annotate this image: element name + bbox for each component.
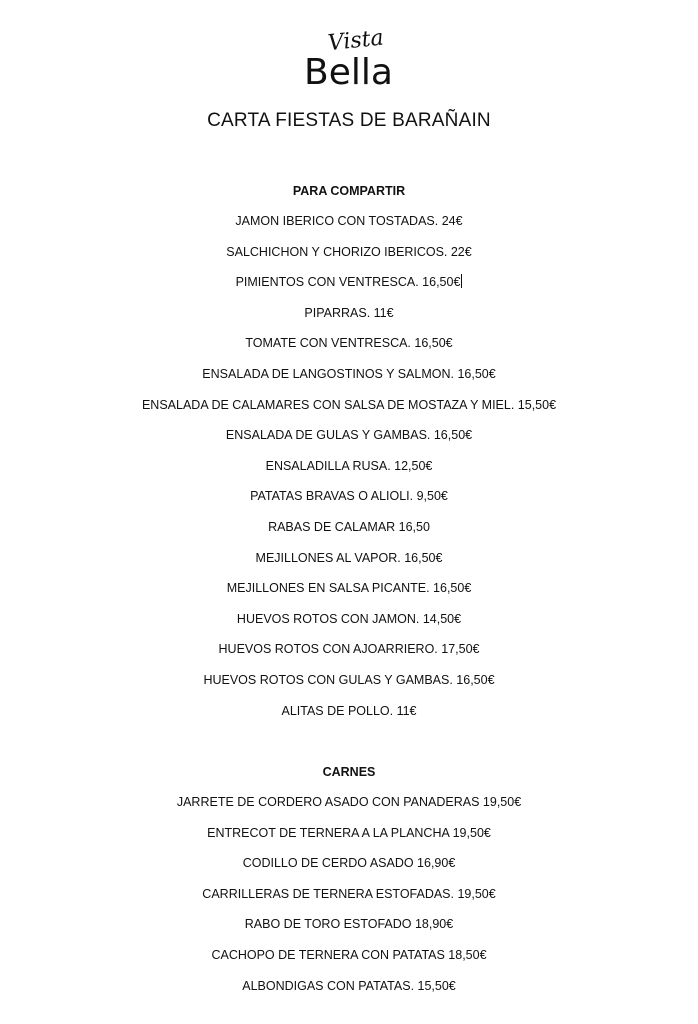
menu-item: ALITAS DE POLLO. 11€ xyxy=(281,703,417,718)
menu-item: JAMON IBERICO CON TOSTADAS. 24€ xyxy=(235,214,463,228)
section-heading: PARA COMPARTIR xyxy=(292,184,406,198)
menu-item: CARRILLERAS DE TERNERA ESTOFADAS. 19,50€ xyxy=(202,886,496,901)
menu-item: ENTRECOT DE TERNERA A LA PLANCHA 19,50€ xyxy=(207,825,491,840)
menu-list xyxy=(0,787,698,1001)
menu-item: SALCHICHON Y CHORIZO IBERICOS. 22€ xyxy=(226,244,472,259)
menu-item: TOMATE CON VENTRESCA. 16,50€ xyxy=(245,336,453,351)
logo-main-text: Bella xyxy=(304,52,393,90)
menu-item: JARRETE DE CORDERO ASADO CON PANADERAS 19,50€ xyxy=(176,795,522,809)
menu-item: ENSALADA DE LANGOSTINOS Y SALMON. 16,50€ xyxy=(202,366,496,381)
menu-item: ENSALADILLA RUSA. 12,50€ xyxy=(265,458,433,473)
menu-item-text: PIMIENTOS CON VENTRESCA. 16,50€ xyxy=(235,275,461,290)
menu-item: HUEVOS ROTOS CON JAMON. 14,50€ xyxy=(236,611,462,626)
menu-item xyxy=(0,267,698,298)
menu-item: MEJILLONES AL VAPOR. 16,50€ xyxy=(255,550,443,565)
menu-item: RABO DE TORO ESTOFADO 18,90€ xyxy=(244,917,454,932)
section-heading: CARNES xyxy=(322,765,376,779)
menu-item: HUEVOS ROTOS CON GULAS Y GAMBAS. 16,50€ xyxy=(203,672,495,687)
section-para-compartir xyxy=(0,176,698,726)
logo-script-text: Vista xyxy=(326,25,385,57)
menu-item: MEJILLONES EN SALSA PICANTE. 16,50€ xyxy=(226,581,472,596)
menu-item: HUEVOS ROTOS CON AJOARRIERO. 17,50€ xyxy=(218,642,480,657)
menu-item: CACHOPO DE TERNERA CON PATATAS 18,50€ xyxy=(211,947,487,962)
menu-item: RABAS DE CALAMAR 16,50 xyxy=(268,519,430,534)
menu-item: PATATAS BRAVAS O ALIOLI. 9,50€ xyxy=(250,489,448,504)
menu-list xyxy=(0,206,698,726)
menu-item: ENSALADA DE CALAMARES CON SALSA DE MOSTAZA Y MIEL. 15,50€ xyxy=(141,397,557,412)
page-title: CARTA FIESTAS DE BARAÑAIN xyxy=(207,110,491,131)
text-cursor xyxy=(461,274,462,288)
menu-item: PIPARRAS. 11€ xyxy=(304,305,394,320)
menu-item: CODILLO DE CERDO ASADO 16,90€ xyxy=(242,856,456,871)
menu-item: ALBONDIGAS CON PATATAS. 15,50€ xyxy=(242,978,456,993)
section-carnes xyxy=(0,757,698,1001)
menu-item: ENSALADA DE GULAS Y GAMBAS. 16,50€ xyxy=(225,428,473,443)
vista-bella-logo xyxy=(300,22,400,90)
